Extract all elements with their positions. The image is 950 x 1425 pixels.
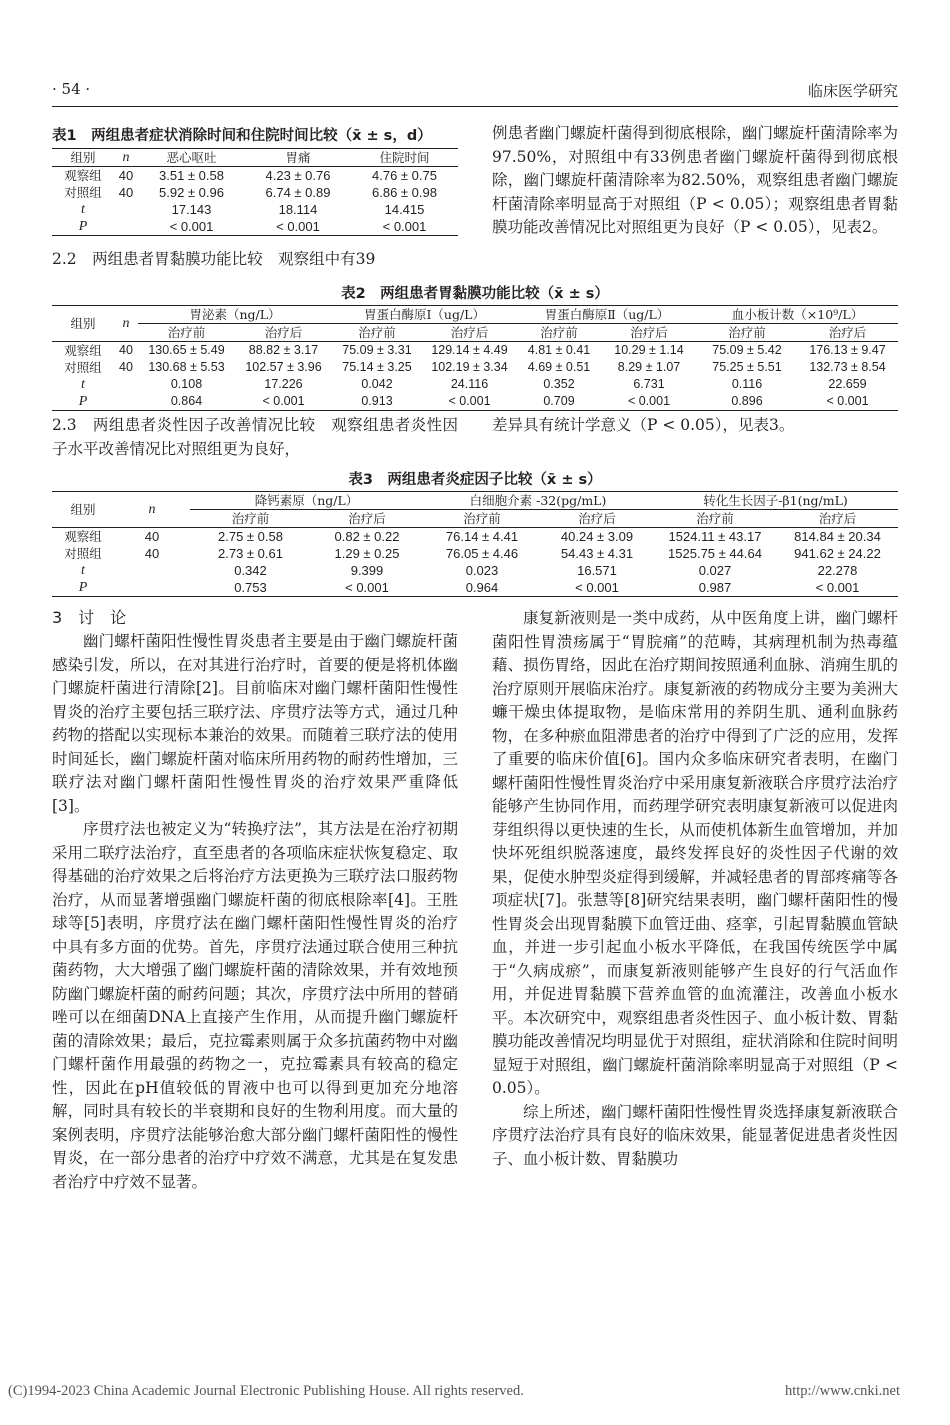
section-2-2-text	[52, 248, 458, 272]
table2-sub-header: 治疗后	[797, 324, 898, 342]
table1-header-cell: 胃痛	[245, 149, 351, 167]
table-cell: 76.05 ± 4.46	[445, 546, 519, 561]
discussion-paragraph: 康复新液则是一类中成药，从中医角度上讲，幽门螺杆菌阳性胃溃疡属于“胃脘痛”的范畴，其病理机制为热毒蕴藉、损伤胃络，因此在治疗期间按照通利血脉、消痈生肌的治疗原则开展临床治疗。康复新液的药物成分主要为美洲大蠊干燥虫体提取物，是临床常用的养阴生肌、通利血脉药物，在多种瘀血阻滞患者的治疗中得到了广泛的应用，发挥了重要的临床价值[6]。国内众多临床研究者表明，在幽门螺杆菌阳性慢性胃炎治疗中采用康复新液联合序贯疗法治疗能够产生协同作用，而药理学研究表明康复新液可以促进肉芽组织得以更快速的生长，从而使机体新生血管增加，并加快坏死组织脱落速度，最终发挥良好的炎性因子代谢的效果，促使水肿型炎症得到缓解，并减轻患者的胃部疼痛等各项症状[7]。张慧等[8]研究结果表明，幽门螺杆菌阳性的慢性胃炎会出现胃黏膜下血管迂曲、痉挛，引起胃黏膜血管缺血，并进一步引起血小板水平降低，在我国传统医学中属于“久病成瘀”，而康复新液则能够产生良好的行气活血作用，并促进胃黏膜下营养血管的血流灌注，改善血小板水平。本次研究中，观察组患者炎性因子、血小板计数、胃黏膜功能改善情况均明显优于对照组，症状消除和住院时间明显短于对照组，幽门螺旋杆菌消除率明显高于对照组（P < 0.05）。	[492, 609, 898, 1097]
table-cell: P	[52, 579, 114, 597]
table-cell: 0.116	[731, 377, 763, 391]
table-cell: 对照组	[64, 546, 102, 561]
table-cell: 0.896	[697, 393, 797, 411]
table3-group-header: 降钙素原（ng/L）	[190, 492, 423, 510]
table-cell: 4.81 ± 0.41	[527, 343, 591, 357]
table-cell: P	[52, 393, 114, 411]
table2-sub-row	[52, 324, 898, 342]
table-cell: 2.73 ± 0.61	[218, 546, 283, 561]
table-cell: < 0.001	[351, 218, 458, 236]
table2-caption: 表2 两组患者胃黏膜功能比较（x̄ ± s）	[341, 286, 609, 302]
table-cell	[114, 218, 138, 236]
table1-header-cell: 恶心呕吐	[138, 149, 245, 167]
table-cell: 130.68 ± 5.53	[148, 360, 225, 374]
table-cell: 75.09 ± 3.31	[342, 343, 412, 357]
table-cell: 132.73 ± 8.54	[809, 360, 886, 374]
table1-header-cell: 住院时间	[351, 149, 458, 167]
table-cell: < 0.001	[797, 393, 898, 411]
header-rule	[52, 106, 898, 107]
table2-group-header: 胃蛋白酶原Ⅰ（ug/L）	[332, 306, 517, 324]
discussion-left-column	[52, 630, 458, 1194]
copyright-footer: (C)1994-2023 China Academic Journal Electronic Publishing House. All rights reserved.	[8, 1383, 524, 1399]
table-cell: 观察组	[64, 168, 102, 183]
table-cell: t	[81, 563, 85, 578]
discussion-right-column	[492, 607, 898, 1171]
table-cell: < 0.001	[235, 393, 332, 411]
right-top-paragraph: 例患者幽门螺旋杆菌得到彻底根除，幽门螺旋杆菌清除率为97.50%，对照组中有33例患者幽门螺旋杆菌得到彻底根除，幽门螺旋杆菌清除率为82.50%，观察组患者幽门螺旋杆菌清除率明显高于对照组（P < 0.05）；观察组患者胃黏膜功能改善情况比对照组更为良好（P < 0.05），见表2。	[492, 124, 898, 236]
table-cell: < 0.001	[601, 393, 697, 411]
table-cell: 0.342	[234, 563, 267, 578]
table-cell: 1524.11 ± 43.17	[668, 529, 762, 544]
table-cell: 88.82 ± 3.17	[248, 343, 319, 357]
table-cell: 0.753	[190, 579, 311, 597]
discussion-paragraph: 幽门螺杆菌阳性慢性胃炎患者主要是由于幽门螺旋杆菌感染引发，所以，在对其进行治疗时，首要的便是将机体幽门螺旋杆菌进行清除[2]。目前临床对幽门螺杆菌阳性慢性胃炎的治疗主要包括三联疗法、序贯疗法等方式，通过几种药物的搭配以实现标本兼治的效果。而随着三联疗法的使用时间延长，幽门螺旋杆菌对临床所用药物的耐药性增加，三联疗法对幽门螺杆菌阳性慢性胃炎的治疗效果严重降低[3]。	[52, 632, 458, 815]
table-cell: t	[81, 377, 85, 392]
table3-group-label: 组别	[52, 492, 114, 528]
table2-n-label: n	[114, 306, 138, 342]
table-cell: 22.659	[828, 377, 867, 391]
table-cell: 0.913	[332, 393, 422, 411]
table-cell: 0.352	[543, 377, 575, 391]
table-cell: 5.92 ± 0.96	[159, 185, 224, 200]
table-cell: 6.731	[633, 377, 665, 391]
table-cell: 2.75 ± 0.58	[218, 529, 283, 544]
table-cell: 40.24 ± 3.09	[560, 529, 634, 544]
table-cell: t	[81, 202, 85, 217]
table-cell: 0.82 ± 0.22	[334, 529, 400, 544]
table-cell: 对照组	[64, 360, 102, 375]
section-2-3-right	[492, 414, 898, 438]
table-cell: 176.13 ± 9.47	[809, 343, 886, 357]
table-cell: 814.84 ± 20.34	[794, 529, 881, 544]
table2-group-header: 血小板计数（×10⁹/L）	[697, 306, 898, 324]
table3-group-header: 白细胞介素 -32(pg/mL)	[423, 492, 653, 510]
table-cell: P	[52, 218, 114, 236]
table-cell: < 0.001	[245, 218, 351, 236]
journal-name: 临床医学研究	[807, 82, 898, 100]
table2-group-header: 胃蛋白酶原Ⅱ（ug/L）	[517, 306, 697, 324]
table-cell: 16.571	[577, 563, 617, 578]
table3-sub-header: 治疗前	[653, 510, 777, 528]
section-3-heading: 3 讨 论	[52, 608, 127, 627]
table-cell: 75.25 ± 5.51	[712, 360, 782, 374]
table-cell: 17.143	[171, 202, 212, 217]
table-row	[52, 201, 458, 218]
table-cell: < 0.001	[422, 393, 517, 411]
table-cell: 观察组	[64, 343, 102, 358]
table-cell	[114, 201, 138, 218]
table-cell: < 0.001	[138, 218, 245, 236]
table-cell: 1525.75 ± 44.64	[668, 546, 762, 561]
table-cell: 0.987	[653, 579, 777, 597]
table-cell: 1.29 ± 0.25	[334, 546, 400, 561]
table-cell: 102.57 ± 3.96	[245, 360, 322, 374]
table2-sub-header: 治疗后	[235, 324, 332, 342]
table-cell: 130.65 ± 5.49	[148, 343, 225, 357]
table2-sub-header: 治疗后	[422, 324, 517, 342]
table2-group-label: 组别	[52, 306, 114, 342]
table-cell: 6.74 ± 0.89	[265, 185, 331, 200]
table-row	[52, 545, 898, 562]
table-cell: 8.29 ± 1.07	[617, 360, 681, 374]
table-cell: 22.278	[817, 563, 858, 578]
table-cell: 10.29 ± 1.14	[614, 343, 684, 357]
table-row	[52, 376, 898, 393]
table-cell	[114, 376, 138, 393]
table2	[52, 305, 898, 411]
table-cell: 14.415	[384, 202, 425, 217]
table-cell	[114, 393, 138, 411]
table-cell: 40	[118, 185, 134, 200]
table-cell: 24.116	[450, 377, 489, 391]
table-cell: 0.709	[517, 393, 601, 411]
table-cell: < 0.001	[311, 579, 423, 597]
table-cell: 129.14 ± 4.49	[431, 343, 508, 357]
table-cell: 76.14 ± 4.41	[445, 529, 519, 544]
table-row	[52, 579, 898, 597]
table-cell: 54.43 ± 4.31	[560, 546, 634, 561]
table3	[52, 491, 898, 597]
table-cell: 0.023	[465, 563, 499, 578]
table-cell: 941.62 ± 24.22	[794, 546, 881, 561]
table-cell: 0.042	[361, 377, 393, 391]
table3-sub-header: 治疗后	[311, 510, 423, 528]
table-cell: 6.86 ± 0.98	[372, 185, 437, 200]
table3-sub-header: 治疗后	[777, 510, 898, 528]
table-cell: 0.864	[138, 393, 235, 411]
table-cell: 4.76 ± 0.75	[372, 168, 437, 183]
table2-group-row	[52, 306, 898, 324]
table2-sub-header: 治疗前	[697, 324, 797, 342]
table-cell: 0.964	[423, 579, 541, 597]
table1	[52, 148, 458, 236]
table-cell: 17.226	[264, 377, 303, 391]
section-2-3-text	[52, 414, 458, 461]
table-cell: 0.027	[698, 563, 732, 578]
table-cell: 9.399	[350, 563, 384, 578]
table3-caption: 表3 两组患者炎症因子比较（x̄ ± s）	[348, 472, 602, 488]
table-cell: 3.51 ± 0.58	[159, 168, 224, 183]
table-cell: 40	[118, 168, 134, 183]
table3-sub-header: 治疗前	[423, 510, 541, 528]
table-cell: 40	[144, 546, 160, 561]
table3-group-row	[52, 492, 898, 510]
discussion-paragraph: 序贯疗法也被定义为“转换疗法”，其方法是在治疗初期采用二联疗法治疗，直至患者的各项临床症状恢复稳定、取得基础的治疗效果之后将治疗方法更换为三联疗法口服药物治疗，从而显著增强幽门螺旋杆菌的彻底根除率[4]。王胜球等[5]表明，序贯疗法在幽门螺杆菌阳性慢性胃炎的治疗中具有多方面的优势。首先，序贯疗法通过联合使用三种抗菌药物，大大增强了幽门螺旋杆菌的清除效果，并有效地预防幽门螺旋杆菌的耐药问题；其次，序贯疗法中所用的替硝唑可以在细菌DNA上直接产生作用，从而提升幽门螺旋杆菌的清除效果；最后，克拉霉素则属于众多抗菌药物中对幽门螺杆菌作用最强的药物之一，克拉霉素具有较高的稳定性，因此在pH值较低的胃液中也可以得到更加充分地溶解，同时具有较长的半衰期和良好的生物利用度。而大量的案例表明，序贯疗法能够治愈大部分幽门螺杆菌阳性的慢性胃炎，在一部分患者的治疗中疗效不满意，尤其是在复发患者治疗中疗效不显著。	[52, 820, 458, 1191]
page-number: · 54 ·	[52, 80, 91, 98]
table-cell	[114, 579, 190, 597]
section-2-3-right-line: 差异具有统计学意义（P < 0.05），见表3。	[492, 416, 795, 434]
table-cell: 75.14 ± 3.25	[342, 360, 412, 374]
table-cell: 40	[119, 343, 133, 357]
right-top-text	[492, 122, 898, 240]
table2-group-header: 胃泌素（ng/L）	[138, 306, 332, 324]
table3-sub-header: 治疗后	[541, 510, 653, 528]
table1-header-cell: 组别	[52, 149, 114, 167]
table2-sub-header: 治疗前	[332, 324, 422, 342]
table3-group-header: 转化生长因子-β1(ng/mL)	[653, 492, 898, 510]
website-footer: http://www.cnki.net	[784, 1383, 900, 1399]
table-row	[52, 528, 898, 546]
table-cell: 0.108	[170, 377, 203, 391]
table-cell: 18.114	[278, 202, 318, 217]
table1-header-cell: n	[114, 149, 138, 167]
table-cell: 40	[144, 529, 160, 544]
section-2-3-left: 2.3 两组患者炎性因子改善情况比较 观察组患者炎性因子水平改善情况比对照组更为良好，	[52, 416, 458, 458]
table-cell: 4.69 ± 0.51	[527, 360, 591, 374]
table2-sub-header: 治疗前	[517, 324, 601, 342]
table-cell: 40	[119, 360, 133, 374]
table1-caption: 表1 两组患者症状消除时间和住院时间比较（x̄ ± s，d）	[52, 128, 432, 144]
table2-sub-header: 治疗前	[138, 324, 235, 342]
table-cell: 4.23 ± 0.76	[265, 168, 331, 183]
table-row	[52, 342, 898, 360]
table3-n-label: n	[114, 492, 190, 528]
section-2-2-line: 2.2 两组患者胃黏膜功能比较 观察组中有39	[52, 250, 376, 268]
table1-header-row	[52, 149, 458, 167]
table-cell: 75.09 ± 5.42	[712, 343, 782, 357]
table-row	[52, 184, 458, 201]
table-cell	[114, 562, 190, 579]
table-row	[52, 167, 458, 185]
table-row	[52, 218, 458, 236]
table-cell: < 0.001	[777, 579, 898, 597]
table-cell: 102.19 ± 3.34	[431, 360, 508, 374]
table-cell: 对照组	[64, 185, 102, 200]
table-row	[52, 359, 898, 376]
discussion-paragraph: 综上所述，幽门螺杆菌阳性慢性胃炎选择康复新液联合序贯疗法治疗具有良好的临床效果，能显著促进患者炎性因子、血小板计数、胃黏膜功	[492, 1102, 898, 1168]
table2-sub-header: 治疗后	[601, 324, 697, 342]
table-cell: 观察组	[64, 529, 102, 544]
table-cell: < 0.001	[541, 579, 653, 597]
table-row	[52, 393, 898, 411]
table-row	[52, 562, 898, 579]
table3-sub-header: 治疗前	[190, 510, 311, 528]
